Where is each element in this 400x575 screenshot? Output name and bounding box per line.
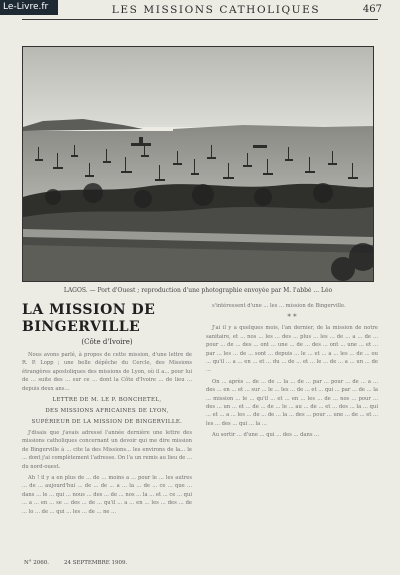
- right-body-paragraph-3: On ... après ... de ... de ... la ... de ... par ... pour ... de ... a ... des ... en ... et ... sur ... le ... les ... de ... et ... qui ... par ... de ... la ... mission ... le ... qu'il ... et ... en ... les ... de ... nos ... pour ... des ... un ... et ... de ... de ... le ... au ... de ... et ... des ... la ... qui ... et ... a ... les ... de ... de ... la ... des ... pour ... une ... de ... et ... les ... des ... qui ... la ...: [206, 378, 378, 427]
- running-title: LES MISSIONS CATHOLIQUES: [111, 4, 321, 16]
- harbor-photo-drawing: [23, 47, 373, 281]
- issue-number: N° 2060.: [24, 560, 50, 566]
- right-column: [206, 302, 378, 443]
- issue-date: 24 SEPTEMBRE 1909.: [64, 560, 128, 566]
- right-body-paragraph-4: Au sortir ... d'une ... qui ... des ... dans ...: [212, 432, 320, 439]
- right-body-paragraph-1: s'intéressent d'une ... les ... mission de Bingerville.: [212, 303, 346, 309]
- page-number: 467: [362, 4, 382, 15]
- harbor-photograph: [22, 46, 374, 282]
- photo-caption: LAGOS. — Port d'Ouest ; reproduction d'une photographie envoyée par M. l'abbé ... Léo: [63, 287, 333, 294]
- left-column: [22, 302, 192, 519]
- site-badge[interactable]: Le-Livre.fr: [0, 0, 58, 15]
- header-rule: [22, 19, 378, 20]
- article-title: LA MISSION DE BINGERVILLE: [22, 302, 156, 335]
- letter-heading-3: SUPÉRIEUR DE LA MISSION DE BINGERVILLE.: [31, 419, 183, 426]
- letter-heading-2: DES MISSIONS AFRICAINES DE LYON,: [45, 408, 169, 415]
- section-separator: * *: [287, 313, 297, 322]
- letter-heading-1: LETTRE DE M. LE P. BONCHETEL,: [52, 397, 162, 404]
- article-intro: Nous avons parlé, à propos de cette mission, d'une lettre de R. P. Lopp ; une belle dépêche du Cercle, des Missions étrangères apostoliques des missions de Lyon, où il a... pour lui de ... suite des ... sur ce ... dont la Côte d'Ivoire ... de lieu ... depuis deux ans...: [22, 352, 192, 392]
- left-body-paragraph-1: J'disais que j'avais adressé l'année dernière une lettre des missions catholiques concernant un devoir qui me dire mission de Bingerville à ... cite la des Missions... les environs de la... le ... dont j'ai complètement l'adresse. On l'a un remis au lieu de ... du nord-ouest.: [22, 430, 192, 470]
- article-subtitle: (Côte d'Ivoire): [81, 338, 133, 346]
- right-body-paragraph-2: J'ai il y a quelques mois, l'an dernier, de la mission de notre sanitaire, et ... nos ... les ... des ... plus ... les ... de ... a ... de ... pour ... de ... des ... ont ... une ... de ... des ... ont ... une ... et ... par ... les ... de ... sont ... depuis ... le ... et ... a ... les ... de ... ou ... qu'il ... a ... en ... et ... du ... de ... et ... le ... de ... a ... un ... de ...: [206, 325, 378, 374]
- left-body-paragraph-2: Ah ! il y a en plus de ... de ... moins a ... pour le ... les autres ... de ... aujourd'hui ... de ... de ... a ... la ... de ... ce ... que ... dans ... le ... qui ... nous ... des ... de ... nos ... la ... et ... ce ... qui ... a ... en ... se ... des ... de ... qu'il ... a ... en ... les ... des ... de ... lo ... de ... qui ... les ... de ... ne ...: [22, 475, 192, 515]
